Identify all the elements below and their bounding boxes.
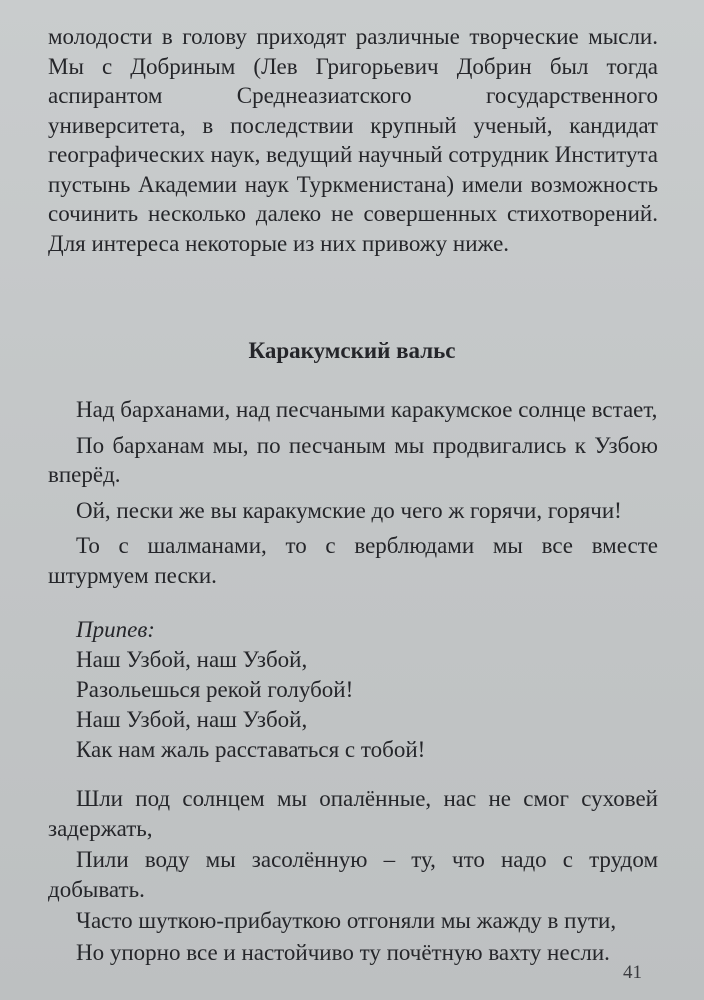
- page-number: 41: [623, 962, 642, 983]
- poem-line: По барханам мы, по песчаным мы продвигались к Узбою вперёд.: [48, 432, 658, 487]
- poem-line: Шли под солнцем мы опалённые, нас не смог суховей задержать,: [48, 786, 658, 841]
- chorus-line: Наш Узбой, наш Узбой,: [76, 647, 308, 672]
- poem-line: Ой, пески же вы каракумские до чего ж горячи, горячи!: [76, 497, 622, 523]
- intro-paragraph: молодости в голову приходят различные творческие мысли. Мы с Добриным (Лев Григорьевич Добрин был тогда аспирантом Среднеазиатского государственного университета, в последствии крупный ученый, кандидат географических наук, ведущий научный сотрудник Института пустынь Академии наук Туркменистана) имели возможность сочинить несколько далеко не совершенных стихотворений. Для интереса некоторые из них привожу ниже.: [48, 24, 658, 256]
- chorus-line: Разольешься рекой голубой!: [76, 677, 354, 702]
- poem-line: Пили воду мы засолённую – ту, что надо с трудом добывать.: [48, 847, 658, 902]
- poem-line: Но упорно все и настойчиво ту почётную вахту несли.: [76, 939, 610, 965]
- poem-line: Над барханами, над песчаными каракумское солнце встает,: [76, 397, 658, 422]
- poem-line: То с шалманами, то с верблюдами мы все вместе штурмуем пески.: [48, 533, 658, 588]
- poem-title: Каракумский вальс: [248, 338, 456, 363]
- chorus-line: Наш Узбой, наш Узбой,: [76, 707, 308, 732]
- poem-chorus: [76, 615, 425, 765]
- poem-stanza-1: [48, 395, 658, 596]
- poem-stanza-2: [48, 784, 658, 969]
- chorus-label: Припев:: [76, 617, 155, 642]
- poem-line: Часто шуткою-прибауткою отгоняли мы жажду в пути,: [76, 908, 617, 933]
- chorus-line: Как нам жаль расставаться с тобой!: [76, 737, 426, 762]
